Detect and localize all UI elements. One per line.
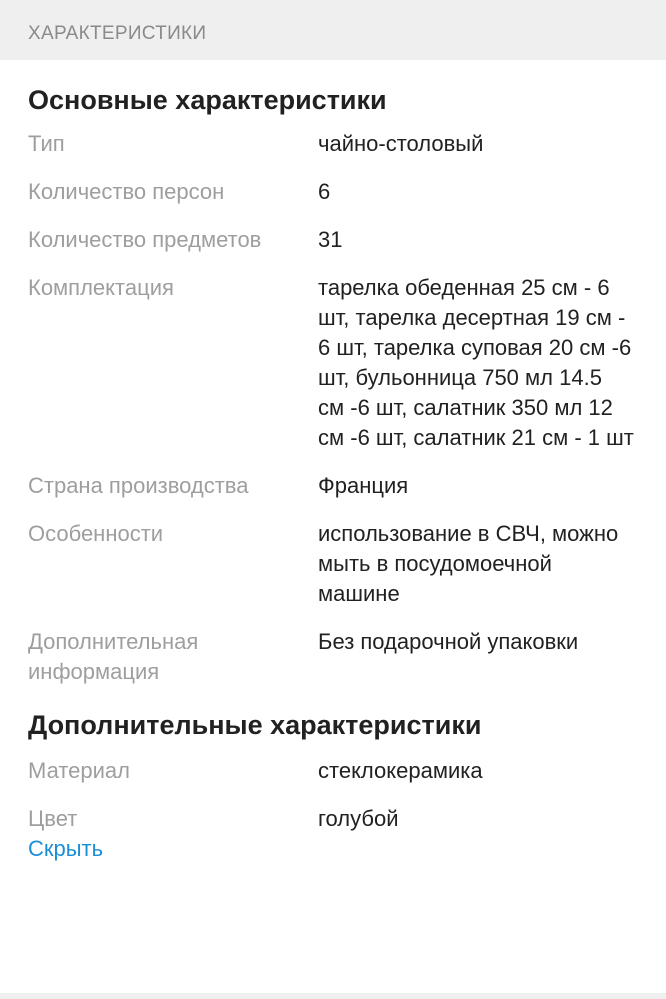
spec-value: использование в СВЧ, можно мыть в посудомоечной машине — [318, 521, 619, 606]
spec-row-contents — [28, 273, 638, 453]
spec-value: стеклокерамика — [318, 758, 483, 783]
spec-row-features — [28, 519, 638, 609]
spec-row-type — [28, 129, 638, 159]
extra-characteristics-title: Дополнительные характеристики — [28, 710, 482, 740]
spec-row-items-count — [28, 225, 638, 255]
spec-label: Комплектация — [28, 275, 174, 300]
spec-label: Количество персон — [28, 179, 225, 204]
spec-row-material — [28, 756, 638, 786]
spec-label: Тип — [28, 131, 65, 156]
spec-value: 31 — [318, 227, 343, 252]
section-header — [0, 0, 666, 60]
section-header-title: ХАРАКТЕРИСТИКИ — [28, 23, 207, 44]
spec-row-additional-info — [28, 627, 638, 687]
spec-label: Дополнительная информация — [28, 629, 199, 684]
spec-value: тарелка обеденная 25 см - 6 шт, тарелка десертная 19 см - 6 шт, тарелка суповая 20 см -6 шт, бульонница 750 мл 14.5 см -6 шт, салатник 350 мл 12 см -6 шт, салатник 21 см - 1 шт — [318, 275, 634, 450]
spec-label: Цвет — [28, 806, 78, 831]
spec-row-country — [28, 471, 638, 501]
spec-value: Без подарочной упаковки — [318, 629, 579, 654]
spec-row-persons — [28, 177, 638, 207]
main-characteristics-title: Основные характеристики — [28, 85, 387, 115]
spec-value: голубой — [318, 806, 399, 831]
spec-label: Особенности — [28, 521, 164, 546]
bottom-divider — [0, 993, 666, 999]
spec-value: Франция — [318, 473, 409, 498]
spec-value: чайно-столовый — [318, 131, 484, 156]
spec-label: Страна производства — [28, 473, 249, 498]
spec-label: Материал — [28, 758, 130, 783]
hide-characteristics-link[interactable]: Скрыть — [28, 836, 104, 861]
characteristics-content — [0, 84, 666, 864]
spec-label: Количество предметов — [28, 227, 262, 252]
spec-value: 6 — [318, 179, 331, 204]
spec-row-color — [28, 804, 638, 834]
